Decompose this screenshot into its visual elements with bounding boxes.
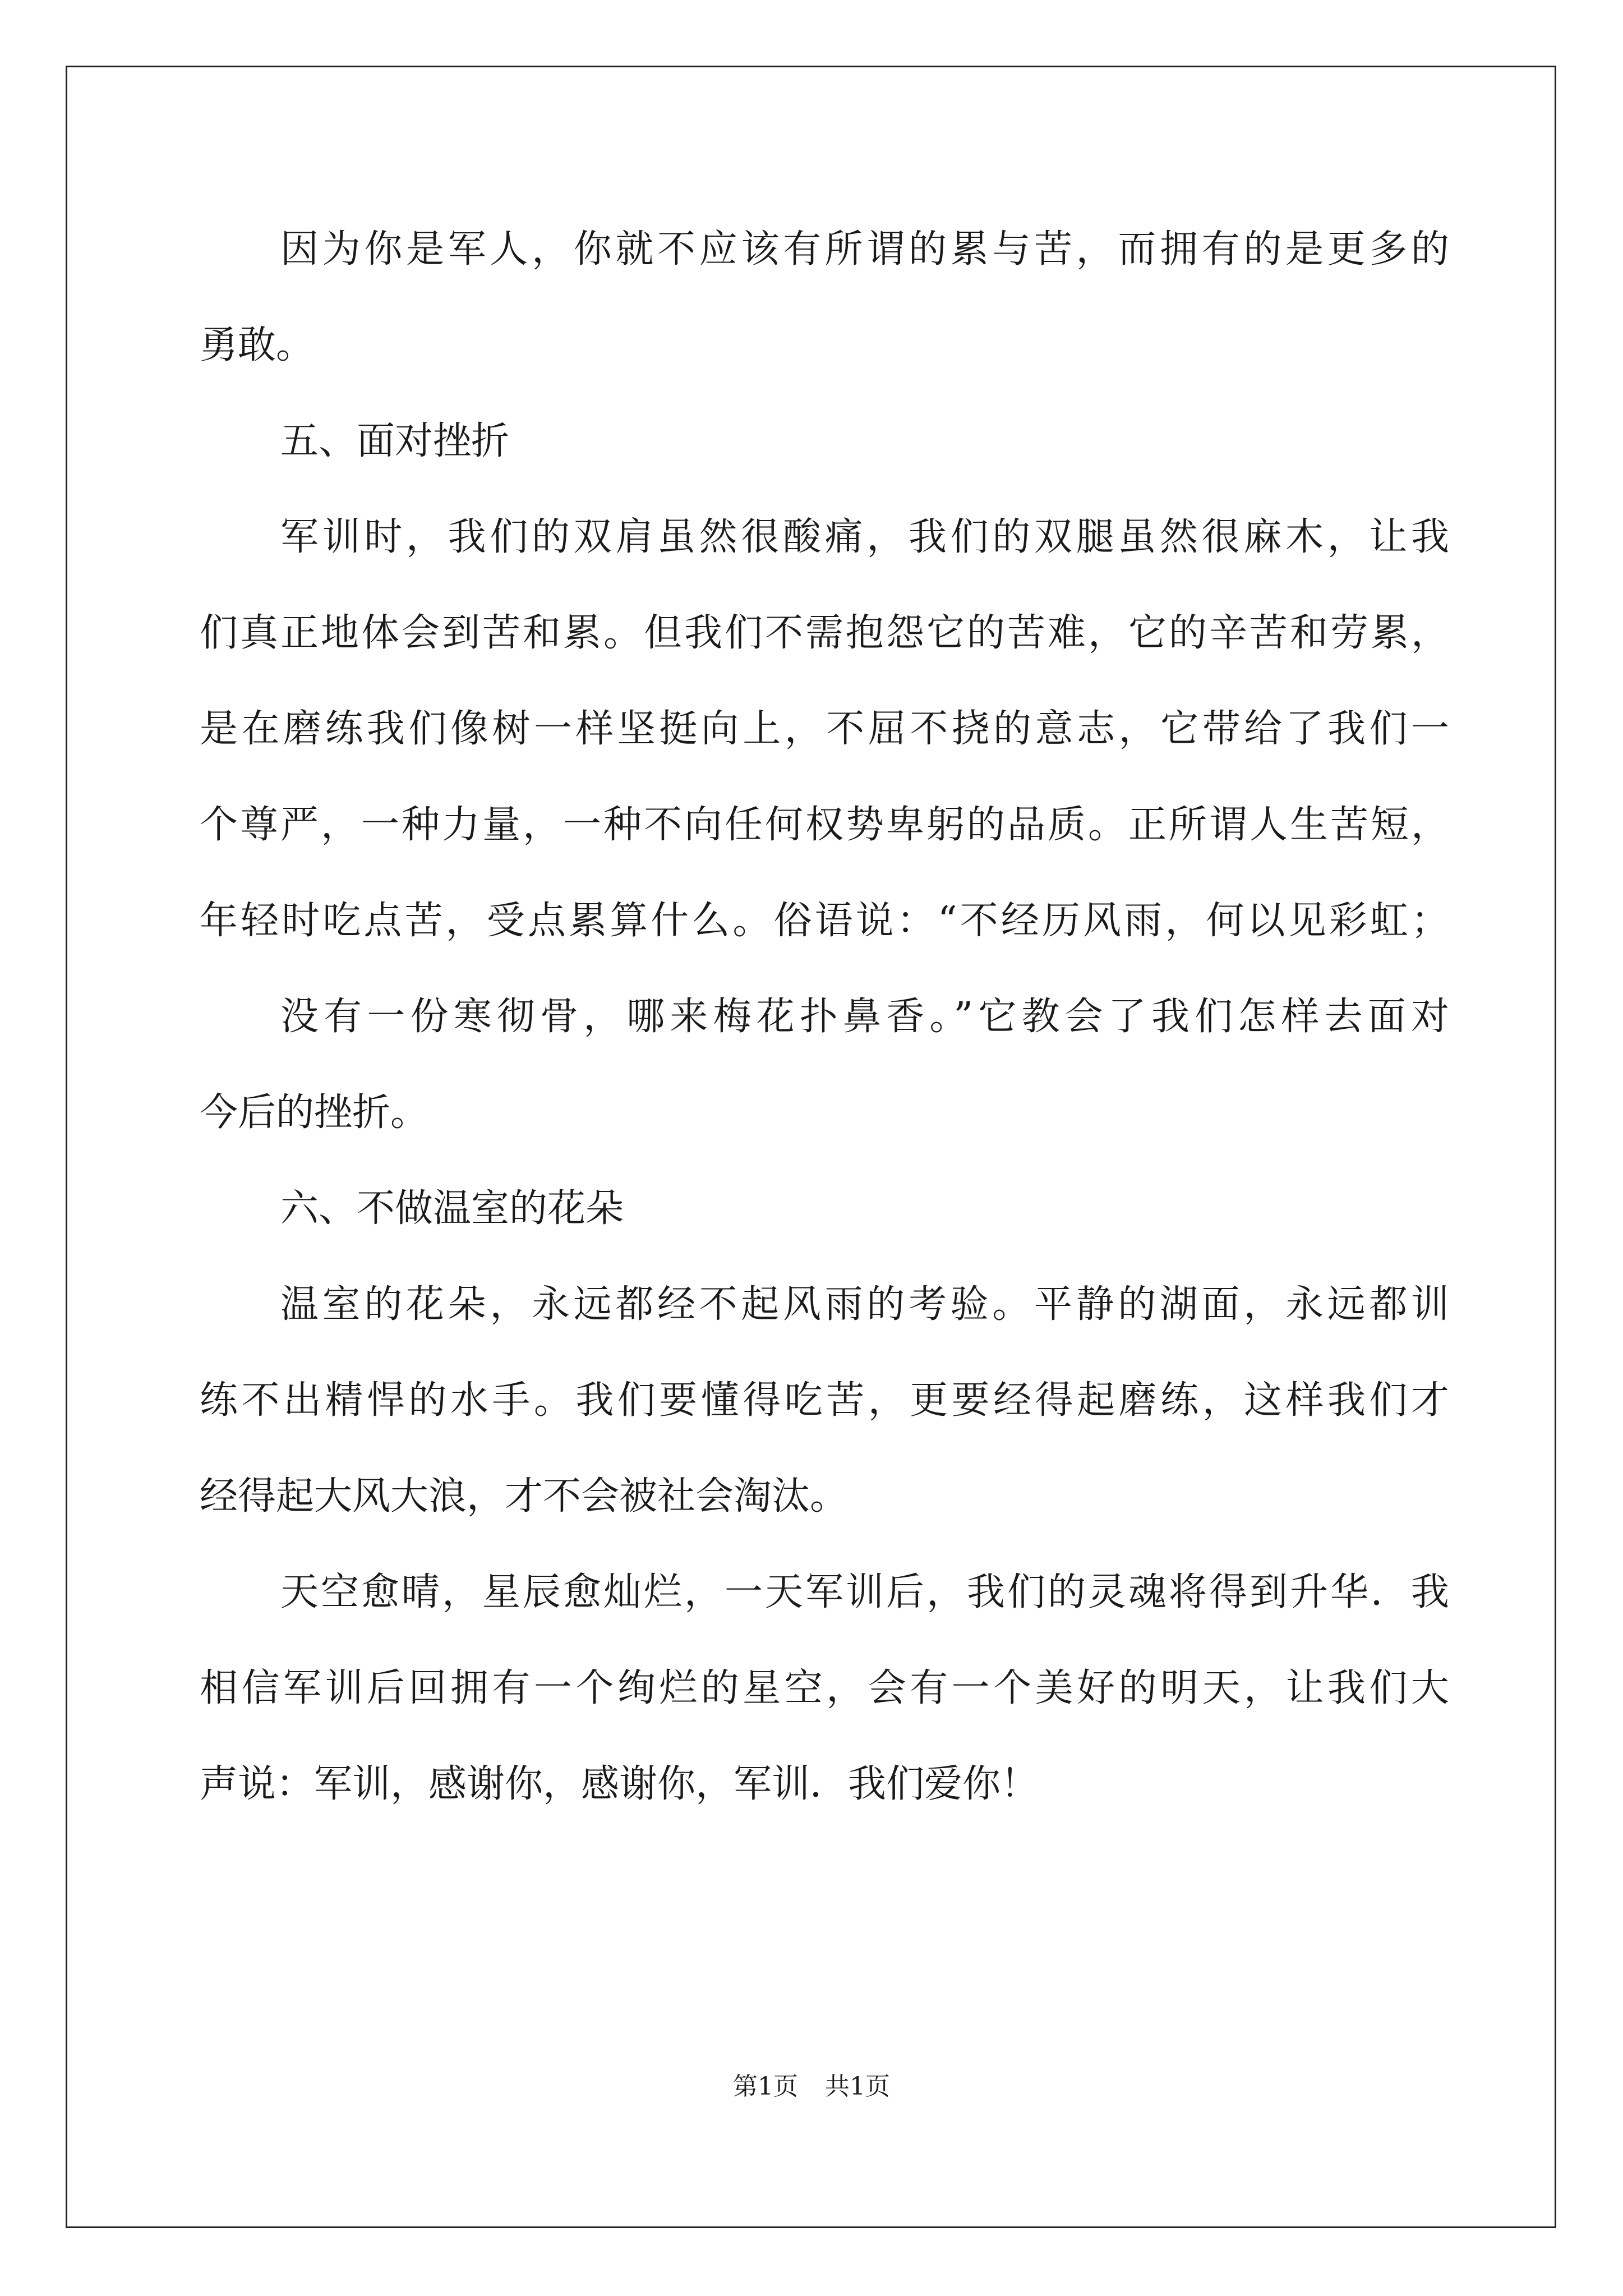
- paragraph-line: 天空愈晴，星辰愈灿烂，一天军训后，我们的灵魂将得到升华．我: [280, 1570, 1449, 1614]
- section-heading: 五、面对挫折: [280, 419, 510, 463]
- paragraph-line: 今后的挫折。: [200, 1091, 429, 1135]
- paragraph-line: 们真正地体会到苦和累。但我们不需抱怨它的苦难，它的辛苦和劳累，: [200, 611, 1449, 655]
- paragraph-line: 因为你是军人，你就不应该有所谓的累与苦，而拥有的是更多的: [280, 227, 1449, 272]
- paragraph-line: 声说：军训，感谢你，感谢你，军训．我们爱你！: [200, 1762, 1039, 1806]
- paragraph-line: 相信军训后回拥有一个绚烂的星空，会有一个美好的明天，让我们大: [200, 1666, 1449, 1710]
- paragraph-line: 没有一份寒彻骨，哪来梅花扑鼻香。”它教会了我们怎样去面对: [280, 995, 1449, 1039]
- page-number: 第1页: [733, 2072, 798, 2101]
- paragraph-line: 是在磨练我们像树一样坚挺向上，不屈不挠的意志，它带给了我们一: [200, 707, 1449, 751]
- page-border: [66, 66, 1556, 2228]
- paragraph-line: 年轻时吃点苦，受点累算什么。俗语说：“不经历风雨，何以见彩虹；: [200, 899, 1449, 943]
- paragraph-line: 军训时，我们的双肩虽然很酸痛，我们的双腿虽然很麻木，让我: [280, 515, 1449, 559]
- section-heading: 六、不做温室的花朵: [280, 1186, 624, 1231]
- page-total: 共1页: [825, 2072, 890, 2101]
- paragraph-line: 练不出精悍的水手。我们要懂得吃苦，更要经得起磨练，这样我们才: [200, 1378, 1449, 1423]
- paragraph-line: 个尊严，一种力量，一种不向任何权势卑躬的品质。正所谓人生苦短，: [200, 803, 1449, 847]
- paragraph-line: 温室的花朵，永远都经不起风雨的考验。平静的湖面，永远都训: [280, 1282, 1449, 1327]
- page-footer: [0, 2070, 1623, 2104]
- paragraph-line: 勇敢。: [200, 323, 315, 367]
- paragraph-line: 经得起大风大浪，才不会被社会淘汰。: [200, 1474, 849, 1519]
